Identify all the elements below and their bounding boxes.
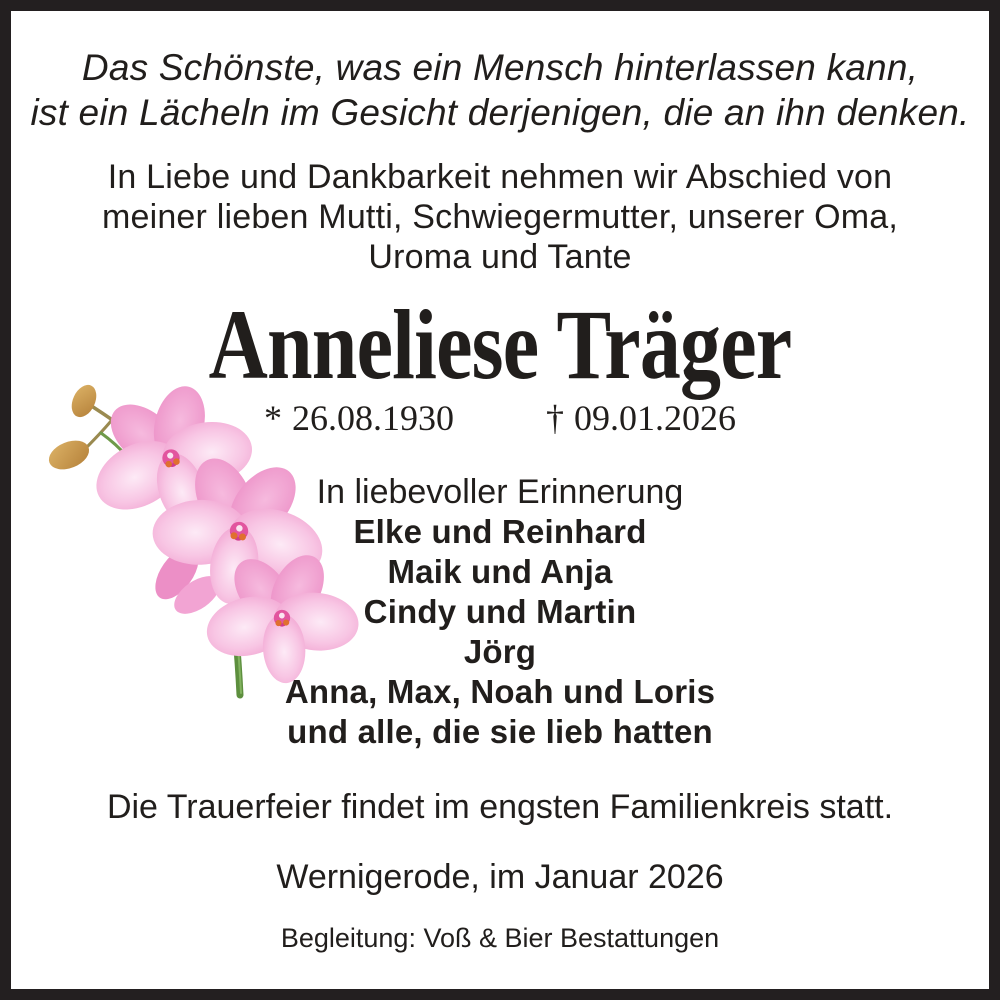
farewell-intro-line-3: Uroma und Tante xyxy=(368,238,632,276)
cross-symbol: † xyxy=(546,398,564,438)
farewell-intro-line-2: meiner lieben Mutti, Schwiegermutter, unserer Oma, xyxy=(101,198,899,236)
mourner-line-4: Jörg xyxy=(463,633,537,670)
deceased-name: Anneliese Träger xyxy=(208,289,792,400)
life-dates xyxy=(11,397,989,440)
born-symbol: * xyxy=(264,398,282,438)
service-notice: Die Trauerfeier findet im engsten Familienkreis statt. xyxy=(106,788,894,826)
funeral-home-line: Begleitung: Voß & Bier Bestattungen xyxy=(280,923,720,953)
mourner-line-5: Anna, Max, Noah und Loris xyxy=(284,673,716,710)
death-date-value: 09.01.2026 xyxy=(574,398,736,438)
remembrance-heading: In liebevoller Erinnerung xyxy=(316,473,684,511)
memorial-quote-line-2: ist ein Lächeln im Gesicht derjenigen, die an ihn denken. xyxy=(30,92,970,133)
death-date xyxy=(546,397,736,440)
farewell-intro xyxy=(11,157,989,277)
birth-date xyxy=(264,397,454,440)
memorial-quote-line-1: Das Schönste, was ein Mensch hinterlassen kann, xyxy=(81,47,919,88)
mourner-list xyxy=(11,512,989,752)
memorial-quote xyxy=(11,45,989,135)
mourner-line-6: und alle, die sie lieb hatten xyxy=(287,713,713,750)
mourner-line-2: Maik und Anja xyxy=(387,553,613,590)
place-and-date: Wernigerode, im Januar 2026 xyxy=(276,858,724,896)
birth-date-value: 26.08.1930 xyxy=(292,398,454,438)
mourner-line-3: Cindy und Martin xyxy=(363,593,637,630)
mourner-line-1: Elke und Reinhard xyxy=(353,513,647,550)
farewell-intro-line-1: In Liebe und Dankbarkeit nehmen wir Abschied von xyxy=(107,158,893,196)
